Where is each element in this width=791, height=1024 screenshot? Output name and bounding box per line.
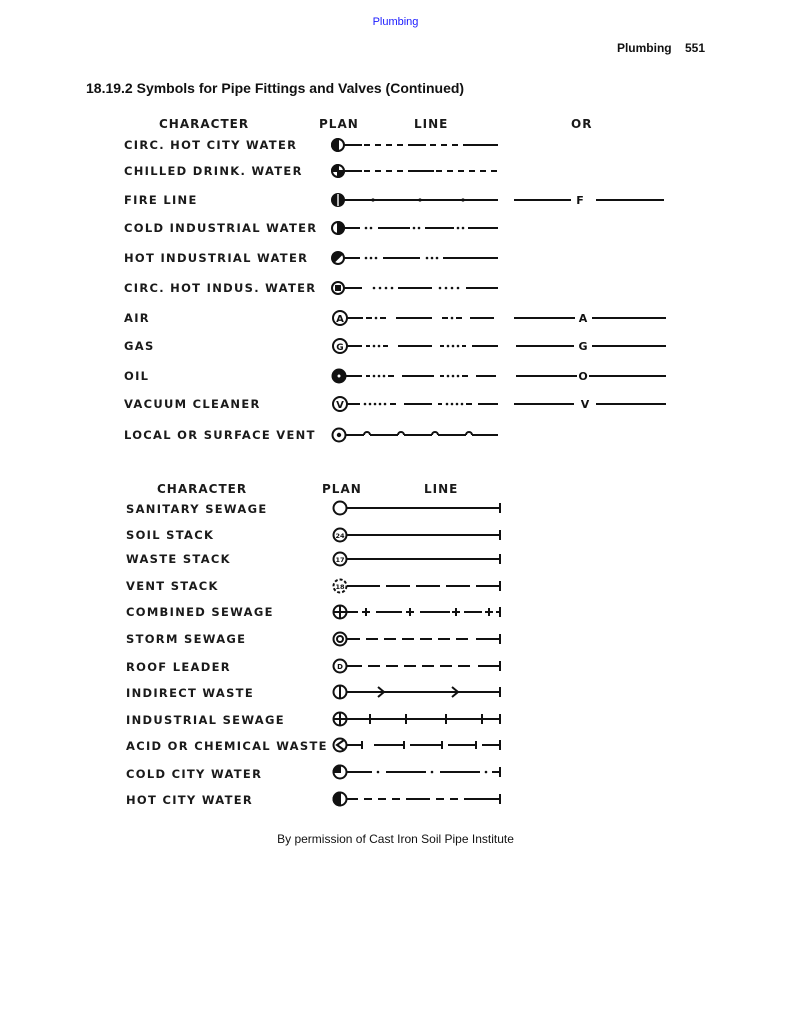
- vacuum-cleaner-symbol: [333, 397, 666, 411]
- cold-industrial-water-symbol: [332, 222, 498, 234]
- figure-caption: By permission of Cast Iron Soil Pipe Institute: [277, 832, 514, 846]
- table2-row-label: WASTE STACK: [126, 552, 231, 566]
- sanitary-sewage-symbol: [334, 502, 501, 515]
- table1-row-label: CIRC. HOT INDUS. WATER: [124, 281, 317, 295]
- storm-sewage-symbol: [334, 633, 501, 646]
- or-letter-gas: G: [578, 340, 588, 353]
- table2-row-label: COMBINED SEWAGE: [126, 605, 274, 619]
- cold-city-water-symbol: [334, 766, 501, 779]
- chilled-drink-water-symbol: [332, 165, 498, 177]
- acid-chemical-waste-symbol: [334, 739, 501, 752]
- table2-row-label: ROOF LEADER: [126, 660, 231, 674]
- table1-row-label: AIR: [124, 311, 150, 325]
- roof-leader-letter: D: [337, 663, 343, 671]
- page-number: 551: [684, 41, 705, 55]
- table2-row-label: INDIRECT WASTE: [126, 686, 254, 700]
- table2-row-label: HOT CITY WATER: [126, 793, 254, 807]
- table2-row-label: STORM SEWAGE: [126, 632, 247, 646]
- fire-line-symbol: [332, 194, 664, 206]
- section-name: Plumbing: [616, 41, 672, 55]
- table2-header-plan: PLAN: [322, 482, 362, 496]
- indirect-waste-symbol: [334, 686, 501, 699]
- table1-row-label: FIRE LINE: [124, 193, 198, 207]
- or-letter-fire: F: [576, 194, 584, 207]
- or-letter-vacuum: V: [580, 398, 590, 411]
- table1-row-label: GAS: [124, 339, 155, 353]
- gas-symbol: [333, 339, 666, 353]
- table1-row-label: COLD INDUSTRIAL WATER: [124, 221, 318, 235]
- soil-stack-symbol: [334, 529, 501, 542]
- table2-row-label: VENT STACK: [126, 579, 219, 593]
- table1-row-label: OIL: [124, 369, 150, 383]
- table1-row-label: LOCAL OR SURFACE VENT: [124, 428, 316, 442]
- roof-leader-symbol: [334, 660, 501, 673]
- table2-header-character: CHARACTER: [157, 482, 248, 496]
- table1-row-label: VACUUM CLEANER: [124, 397, 261, 411]
- vent-stack-symbol: [334, 580, 501, 593]
- table1-row-label: HOT INDUSTRIAL WATER: [124, 251, 309, 265]
- air-symbol: [333, 311, 666, 325]
- gas-symbol-letter: G: [336, 343, 344, 353]
- waste-stack-symbol: [334, 553, 501, 566]
- oil-symbol: [333, 370, 667, 383]
- table2-row-label: COLD CITY WATER: [126, 767, 263, 781]
- hot-industrial-water-symbol: [332, 252, 498, 264]
- header-link[interactable]: Plumbing: [372, 16, 419, 28]
- table2-row-label: INDUSTRIAL SEWAGE: [126, 713, 285, 727]
- industrial-sewage-symbol: [334, 713, 501, 726]
- table1-header-or: OR: [571, 117, 593, 131]
- local-surface-vent-symbol: [333, 429, 499, 442]
- combined-sewage-symbol: [334, 606, 501, 619]
- air-symbol-letter: A: [336, 314, 344, 325]
- hot-city-water-symbol: [334, 793, 501, 806]
- soil-stack-number: 24: [335, 532, 345, 540]
- waste-stack-number: 17: [335, 556, 345, 564]
- table1-row-label: CIRC. HOT CITY WATER: [124, 138, 298, 152]
- table1-row-label: CHILLED DRINK. WATER: [124, 164, 303, 178]
- table1-header-plan: PLAN: [319, 117, 359, 131]
- section-title: 18.19.2 Symbols for Pipe Fittings and Valves (Continued): [86, 80, 465, 96]
- circ-hot-indus-water-symbol: [332, 282, 498, 294]
- table2-header-line: LINE: [424, 482, 459, 496]
- or-letter-air: A: [578, 312, 588, 325]
- table1-header-character: CHARACTER: [159, 117, 250, 131]
- table2-row-label: SOIL STACK: [126, 528, 215, 542]
- table2-row-label: ACID OR CHEMICAL WASTE: [126, 739, 328, 753]
- vacuum-symbol-letter: V: [336, 400, 344, 411]
- table2-row-label: SANITARY SEWAGE: [126, 502, 268, 516]
- vent-stack-number: 18: [335, 583, 345, 591]
- circ-hot-city-water-symbol: [332, 139, 498, 151]
- or-letter-oil: O: [578, 370, 588, 383]
- table1-header-line: LINE: [414, 117, 449, 131]
